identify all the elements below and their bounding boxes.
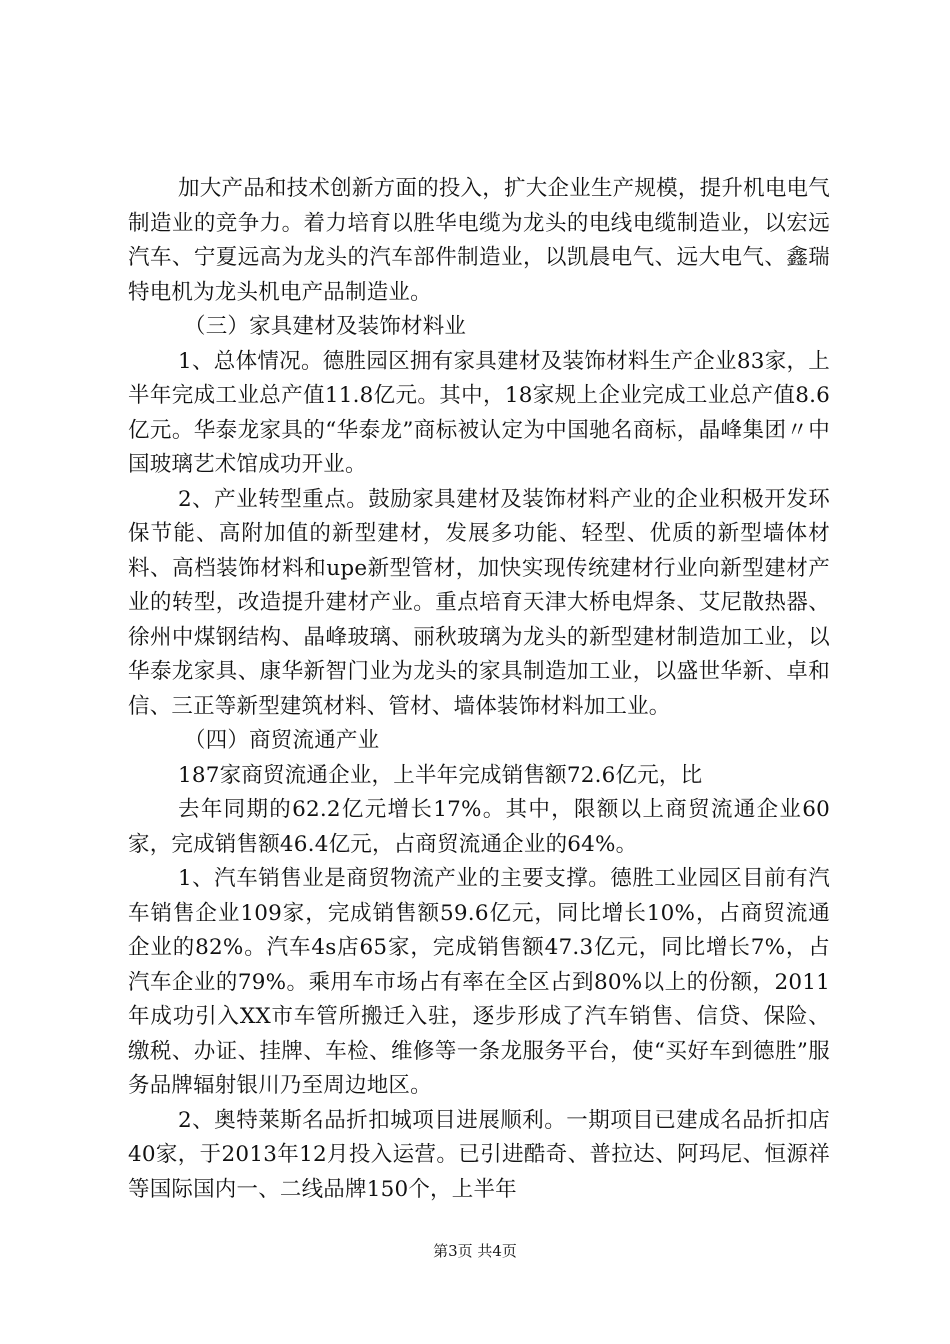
page-number-footer: 第3页 共4页 [433, 1242, 517, 1260]
section-heading-commerce-trade: （四）商贸流通产业 [184, 728, 380, 753]
section-heading-furniture-building-materials: （三）家具建材及装饰材料业 [184, 314, 467, 339]
paragraph-commerce-summary-line: 187家商贸流通企业，上半年完成销售额72.6亿元，比 [178, 762, 703, 788]
paragraph-electrical-manufacturing: 加大产品和技术创新方面的投入，扩大企业生产规模，提升机电电气制造业的竞争力。着力培育以胜华电缆为龙头的电线电缆制造业，以宏远汽车、宁夏远高为龙头的汽车部件制造业，以凯晨电气、远大电气、鑫瑞特电机为龙头机电产品制造业。 [128, 176, 830, 305]
paragraph-auto-sales: 1、汽车销售业是商贸物流产业的主要支撑。德胜工业园区目前有汽车销售企业109家，完成销售额59.6亿元，同比增长10%，占商贸流通企业的82%。汽车4s店65家，完成销售额47.3亿元，同比增长7%，占汽车企业的79%。乘用车市场占有率在全区占到80%以上的份额，2011年成功引入XX市车管所搬迁入驻，逐步形成了汽车销售、信贷、保险、缴税、办证、挂牌、车检、维修等一条龙服务平台，使“买好车到德胜”服务品牌辐射银川乃至周边地区。 [128, 866, 830, 1098]
paragraph-outlets-project: 2、奥特莱斯名品折扣城项目进展顺利。一期项目已建成名品折扣店40家，于2013年12月投入运营。已引进酷奇、普拉达、阿玛尼、恒源祥等国际国内一、二线品牌150个，上半年 [128, 1107, 830, 1202]
paragraph-industry-transformation: 2、产业转型重点。鼓励家具建材及装饰材料产业的企业积极开发环保节能、高附加值的新型建材，发展多功能、轻型、优质的新型墙体材料、高档装饰材料和upe新型管材，加快实现传统建材行业向新型建材产业的转型，改造提升建材产业。重点培育天津大桥电焊条、艾尼散热器、徐州中煤钢结构、晶峰玻璃、丽秋玻璃为龙头的新型建材制造加工业，以华泰龙家具、康华新智门业为龙头的家具制造加工业，以盛世华新、卓和信、三正等新型建筑材料、管材、墙体装饰材料加工业。 [128, 486, 830, 719]
document-body [128, 172, 830, 1207]
paragraph-commerce-summary-continued: 去年同期的62.2亿元增长17%。其中，限额以上商贸流通企业60家，完成销售额46.4亿元，占商贸流通企业的64%。 [128, 797, 830, 857]
paragraph-overall-situation: 1、总体情况。德胜园区拥有家具建材及装饰材料生产企业83家，上半年完成工业总产值11.8亿元。其中，18家规上企业完成工业总产值8.6亿元。华泰龙家具的“华泰龙”商标被认定为中国驰名商标，晶峰集团〃中国玻璃艺术馆成功开业。 [128, 348, 830, 477]
